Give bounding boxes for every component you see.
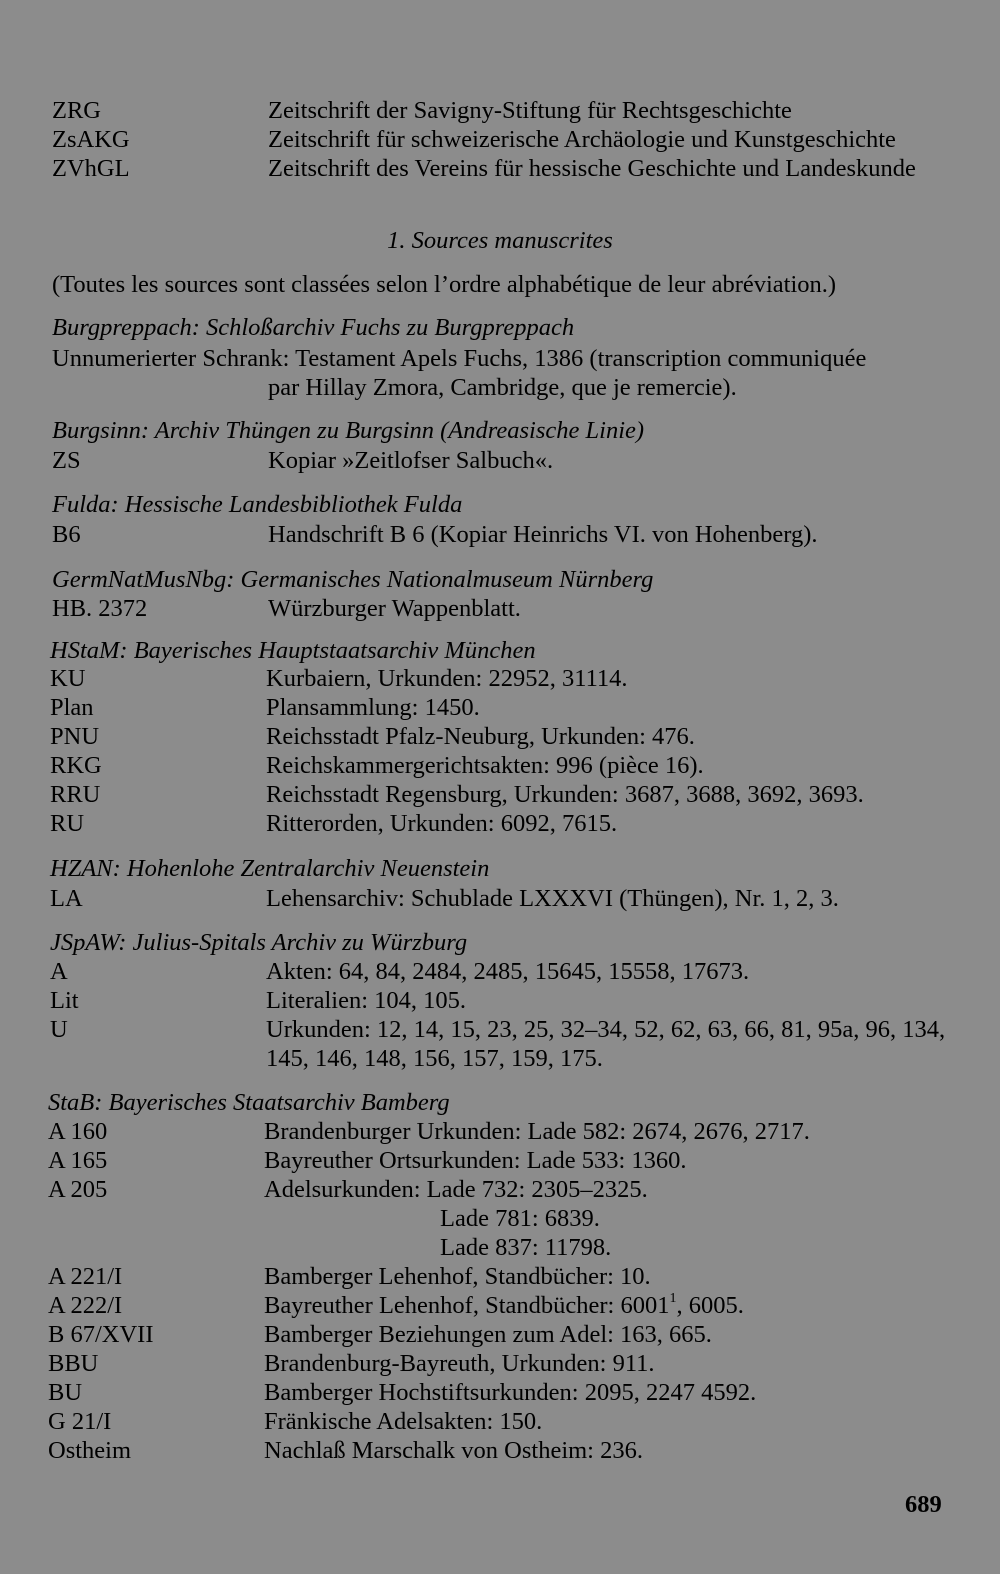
entry-code: A: [50, 958, 68, 985]
entry-code: RKG: [50, 752, 102, 779]
entry-desc: Fränkische Adelsakten: 150.: [264, 1408, 543, 1435]
archive-line-cont: par Hillay Zmora, Cambridge, que je remercie).: [268, 374, 737, 401]
archive-title: Burgpreppach: Schloßarchiv Fuchs zu Burgpreppach: [52, 314, 575, 341]
entry-desc: Plansammlung: 1450.: [266, 694, 480, 721]
entry-code: RU: [50, 810, 85, 837]
entry-desc: Würzburger Wappenblatt.: [268, 595, 521, 622]
entry-code: Plan: [50, 694, 94, 721]
entry-code: A 165: [48, 1147, 108, 1174]
abbrev-desc: Zeitschrift der Savigny-Stiftung für Rechtsgeschichte: [268, 97, 792, 124]
sub-line: Lade 781: 6839.: [440, 1205, 600, 1232]
archive-title: HZAN: Hohenlohe Zentralarchiv Neuenstein: [50, 855, 490, 882]
entry-desc: Akten: 64, 84, 2484, 2485, 15645, 15558, 17673.: [266, 958, 750, 985]
entry-desc-tail: , 6005.: [676, 1292, 744, 1319]
entry-desc: Reichsstadt Pfalz-Neuburg, Urkunden: 476.: [266, 723, 695, 750]
entry-desc: Reichsstadt Regensburg, Urkunden: 3687, 3688, 3692, 3693.: [266, 781, 864, 808]
entry-desc: Bayreuther Ortsurkunden: Lade 533: 1360.: [264, 1147, 687, 1174]
sub-line: Lade 837: 11798.: [440, 1234, 612, 1261]
entry-code: RRU: [50, 781, 101, 808]
entry-code: BU: [48, 1379, 83, 1406]
archive-title: StaB: Bayerisches Staatsarchiv Bamberg: [48, 1089, 450, 1116]
entry-code: G 21/I: [48, 1408, 112, 1435]
abbrev-code: ZRG: [52, 97, 101, 124]
entry-code: HB. 2372: [52, 595, 148, 622]
entry-desc-main: Bayreuther Lehenhof, Standbücher: 6001: [264, 1292, 670, 1319]
archive-title: JSpAW: Julius-Spitals Archiv zu Würzburg: [50, 929, 468, 956]
abbrev-code: ZsAKG: [52, 126, 130, 153]
entry-desc: Brandenburg-Bayreuth, Urkunden: 911.: [264, 1350, 655, 1377]
abbrev-desc: Zeitschrift für schweizerische Archäologie und Kunstgeschichte: [268, 126, 896, 153]
entry-code: KU: [50, 665, 86, 692]
entry-continuation: 145, 146, 148, 156, 157, 159, 175.: [266, 1045, 603, 1072]
page-number: 689: [905, 1491, 942, 1518]
entry-code: U: [50, 1016, 68, 1043]
archive-title: HStaM: Bayerisches Hauptstaatsarchiv München: [50, 637, 536, 664]
entry-code: B 67/XVII: [48, 1321, 154, 1348]
entry-desc: Nachlaß Marschalk von Ostheim: 236.: [264, 1437, 643, 1464]
entry-desc: Bamberger Lehenhof, Standbücher: 10.: [264, 1263, 651, 1290]
entry-code: A 221/I: [48, 1263, 123, 1290]
entry-desc: Handschrift B 6 (Kopiar Heinrichs VI. von Hohenberg).: [268, 521, 818, 548]
footnote-marker: 1: [669, 1290, 677, 1306]
entry-desc: [264, 1291, 744, 1320]
entry-desc: Kopiar »Zeitlofser Salbuch«.: [268, 447, 554, 474]
archive-title: Burgsinn: Archiv Thüngen zu Burgsinn (Andreasische Linie): [52, 417, 645, 444]
section-title: 1. Sources manuscrites: [387, 227, 613, 254]
entry-code: BBU: [48, 1350, 99, 1377]
archive-title: GermNatMusNbg: Germanisches Nationalmuseum Nürnberg: [52, 566, 654, 593]
entry-desc: Brandenburger Urkunden: Lade 582: 2674, 2676, 2717.: [264, 1118, 810, 1145]
abbrev-code: ZVhGL: [52, 155, 130, 182]
entry-code: PNU: [50, 723, 100, 750]
intro-text: (Toutes les sources sont classées selon l’ordre alphabétique de leur abréviation.): [52, 271, 837, 298]
entry-desc: Reichskammergerichtsakten: 996 (pièce 16).: [266, 752, 704, 779]
entry-code: ZS: [52, 447, 81, 474]
archive-line: Unnumerierter Schrank: Testament Apels Fuchs, 1386 (transcription communiquée: [52, 345, 867, 372]
archive-title: Fulda: Hessische Landesbibliothek Fulda: [52, 491, 463, 518]
entry-desc: Ritterorden, Urkunden: 6092, 7615.: [266, 810, 618, 837]
entry-code: Ostheim: [48, 1437, 132, 1464]
entry-code: A 205: [48, 1176, 108, 1203]
entry-code: A 222/I: [48, 1292, 123, 1319]
entry-code: A 160: [48, 1118, 108, 1145]
entry-desc: Literalien: 104, 105.: [266, 987, 467, 1014]
entry-desc: Kurbaiern, Urkunden: 22952, 31114.: [266, 665, 628, 692]
entry-desc: Adelsurkunden: Lade 732: 2305–2325.: [264, 1176, 648, 1203]
entry-desc: Urkunden: 12, 14, 15, 23, 25, 32–34, 52, 62, 63, 66, 81, 95a, 96, 134,: [266, 1016, 946, 1043]
entry-desc: Lehensarchiv: Schublade LXXXVI (Thüngen), Nr. 1, 2, 3.: [266, 885, 839, 912]
entry-desc: Bamberger Hochstiftsurkunden: 2095, 2247 4592.: [264, 1379, 757, 1406]
entry-code: B6: [52, 521, 81, 548]
entry-code: LA: [50, 885, 83, 912]
entry-code: Lit: [50, 987, 79, 1014]
entry-desc: Bamberger Beziehungen zum Adel: 163, 665.: [264, 1321, 712, 1348]
abbrev-desc: Zeitschrift des Vereins für hessische Geschichte und Landeskunde: [268, 155, 916, 182]
